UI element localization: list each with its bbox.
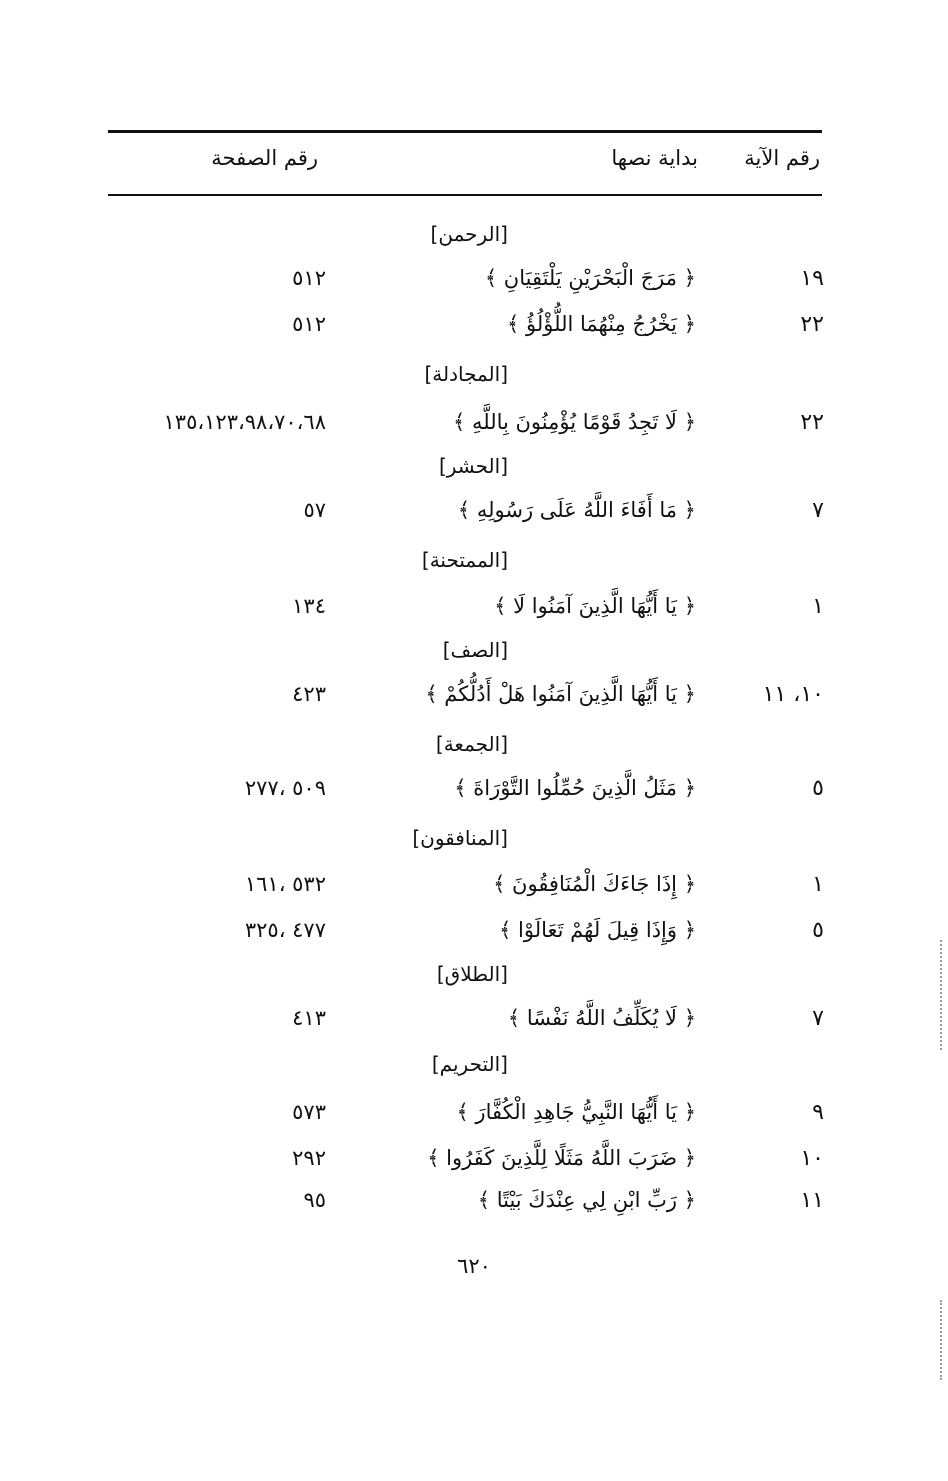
verse-number: ٥ [812, 918, 824, 943]
table-row [0, 910, 948, 950]
page-numbers: ٤٢٣ [292, 682, 326, 706]
table-row [0, 998, 948, 1038]
page-numbers: ٢٩٢ [292, 1146, 326, 1170]
verse-number: ٥ [812, 776, 824, 801]
page-numbers: ٤١٣ [292, 1006, 326, 1030]
table-top-rule [108, 130, 822, 133]
table-row [0, 864, 948, 904]
page-number-footer: ٦٢٠ [457, 1254, 491, 1278]
verse-number: ١ [812, 872, 824, 897]
verse-start-text: ﴿ وَإِذَا قِيلَ لَهُمْ تَعَالَوْا ﴾ [499, 918, 696, 942]
page-numbers: ٥٠٩ ،٢٧٧ [244, 776, 326, 800]
table-row [0, 402, 948, 442]
verse-number: ٧ [812, 498, 824, 523]
surah-heading: [المنافقون] [412, 826, 508, 850]
verse-number: ٢٢ [800, 312, 824, 337]
verse-number: ٩ [812, 1100, 824, 1125]
verse-start-text: ﴿ لَا يُكَلِّفُ اللَّهُ نَفْسًا ﴾ [507, 1006, 696, 1030]
page-number-header: رقم الصفحة [211, 146, 318, 170]
scan-edge-marks [940, 1300, 942, 1380]
verse-start-text: ﴿ يَخْرُجُ مِنْهُمَا اللُّؤْلُؤُ ﴾ [507, 312, 696, 336]
surah-heading: [المجادلة] [424, 362, 508, 386]
scan-edge-marks [940, 940, 942, 1050]
verse-start-text: ﴿ مَرَجَ الْبَحْرَيْنِ يَلْتَقِيَانِ ﴾ [484, 266, 696, 290]
surah-heading: [الممتحنة] [421, 548, 508, 572]
table-row [0, 674, 948, 714]
verse-number: ٢٢ [800, 410, 824, 435]
verse-start-text: ﴿ يَا أَيُّهَا الَّذِينَ آمَنُوا لَا ﴾ [494, 594, 696, 618]
verse-number: ١ [812, 594, 824, 619]
surah-heading: [التحريم] [431, 1052, 508, 1076]
verse-start-text: ﴿ إِذَا جَاءَكَ الْمُنَافِقُونَ ﴾ [493, 872, 696, 896]
page-numbers: ١٣٤ [292, 594, 326, 618]
page-numbers: ٥١٢ [292, 266, 326, 290]
verse-start-text: ﴿ مَا أَفَاءَ اللَّهُ عَلَى رَسُولِهِ ﴾ [457, 498, 696, 522]
surah-heading: [الرحمن] [430, 222, 508, 246]
surah-heading: [الحشر] [438, 454, 508, 478]
verse-number: ١١ [800, 1188, 824, 1213]
verse-number: ١٠، ١١ [762, 682, 824, 707]
verse-number: ٧ [812, 1006, 824, 1031]
page-numbers: ١٣٥،١٢٣،٩٨،٧٠،٦٨ [163, 410, 326, 434]
verse-number: ١٩ [800, 266, 824, 291]
table-row [0, 1138, 948, 1178]
page-numbers: ٩٥ [303, 1188, 326, 1212]
page-numbers: ٥٧ [303, 498, 326, 522]
verse-start-text: ﴿ ضَرَبَ اللَّهُ مَثَلًا لِلَّذِينَ كَفَرُوا ﴾ [427, 1146, 696, 1170]
page-numbers: ٥٣٢ ،١٦١ [244, 872, 326, 896]
table-row [0, 1180, 948, 1220]
table-row [0, 768, 948, 808]
verse-start-text: ﴿ رَبِّ ابْنِ لِي عِنْدَكَ بَيْتًا ﴾ [477, 1188, 696, 1212]
surah-heading: [الصف] [442, 638, 508, 662]
verse-start-text: ﴿ مَثَلُ الَّذِينَ حُمِّلُوا التَّوْرَاةَ ﴾ [454, 776, 696, 800]
verse-number-header: رقم الآية [744, 146, 820, 170]
verse-start-text: ﴿ يَا أَيُّهَا النَّبِيُّ جَاهِدِ الْكُفَّارَ ﴾ [456, 1100, 696, 1124]
table-row [0, 304, 948, 344]
verse-start-text: ﴿ يَا أَيُّهَا الَّذِينَ آمَنُوا هَلْ أَدُلُّكُمْ ﴾ [425, 682, 696, 706]
page-numbers: ٤٧٧ ،٣٢٥ [244, 918, 326, 942]
verse-number: ١٠ [800, 1146, 824, 1171]
page-numbers: ٥٧٣ [292, 1100, 326, 1124]
table-row [0, 1092, 948, 1132]
verse-start-text: ﴿ لَا تَجِدُ قَوْمًا يُؤْمِنُونَ بِاللَّهِ ﴾ [453, 410, 696, 434]
table-row [0, 586, 948, 626]
header-bottom-rule [108, 194, 822, 196]
table-row [0, 258, 948, 298]
verse-start-header: بداية نصها [611, 146, 698, 170]
table-row [0, 490, 948, 530]
surah-heading: [الجمعة] [435, 732, 508, 756]
surah-heading: [الطلاق] [436, 962, 508, 986]
page-numbers: ٥١٢ [292, 312, 326, 336]
